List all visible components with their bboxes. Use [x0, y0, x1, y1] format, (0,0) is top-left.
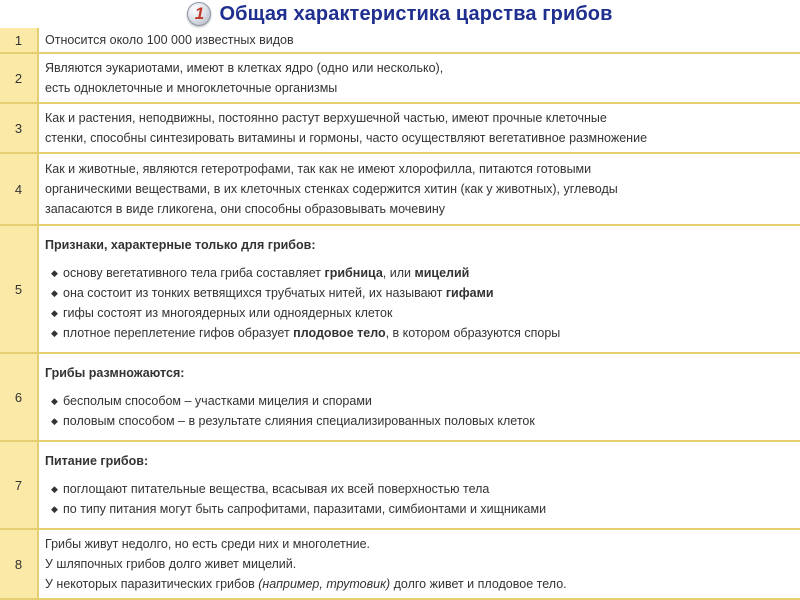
- row-number: 2: [0, 53, 38, 103]
- bold-term: мицелий: [414, 266, 470, 280]
- italic-example: (например, трутовик): [258, 577, 391, 591]
- table-row: [0, 225, 800, 353]
- bullet-text: она состоит из тонких ветвящихся трубчатых нитей, их называют: [63, 286, 446, 300]
- row-text: запасаются в виде гликогена, они способны образовывать мочевину: [45, 202, 445, 216]
- row-heading: Питание грибов:: [45, 454, 149, 468]
- row-heading: Признаки, характерные только для грибов:: [45, 238, 316, 252]
- bullet-text: по типу питания могут быть сапрофитами, паразитами, симбионтами и хищниками: [63, 502, 547, 516]
- bold-term: плодовое тело: [293, 326, 386, 340]
- list-item: [51, 303, 796, 323]
- bullet-text: поглощают питательные вещества, всасывая их всей поверхностью тела: [63, 482, 490, 496]
- row-text: стенки, способны синтезировать витамины и гормоны, часто осуществляют вегетативное размножение: [45, 131, 648, 145]
- table-row: [0, 53, 800, 103]
- list-item: [51, 411, 796, 431]
- table-row: [0, 353, 800, 441]
- bold-term: гифами: [445, 286, 494, 300]
- row-content: [38, 28, 800, 53]
- row-text: есть одноклеточные и многоклеточные организмы: [45, 81, 338, 95]
- diamond-bullet-icon: ◆: [51, 396, 58, 406]
- table-row: [0, 529, 800, 599]
- row-text: [45, 574, 796, 594]
- list-item: [51, 391, 796, 411]
- list-item: [51, 263, 796, 283]
- row-content: [38, 53, 800, 103]
- title-bar: [0, 0, 800, 28]
- bullet-text: плотное переплетение гифов образует: [63, 326, 294, 340]
- bullet-text: бесполым способом – участками мицелия и спорами: [63, 394, 372, 408]
- row-text: Как и животные, являются гетеротрофами, так как не имеют хлорофилла, питаются готовыми: [45, 162, 592, 176]
- numbered-circle-badge-icon: 1: [187, 2, 211, 26]
- diamond-bullet-icon: ◆: [51, 288, 58, 298]
- row-content: [38, 103, 800, 153]
- bullet-list: [45, 391, 796, 431]
- table-row: [0, 441, 800, 529]
- row-number: 8: [0, 529, 38, 599]
- table-row: [0, 103, 800, 153]
- row-text-part: У некоторых паразитических грибов: [45, 577, 259, 591]
- bullet-list: [45, 263, 796, 343]
- list-item: [51, 323, 796, 343]
- row-text: У шляпочных грибов долго живет мицелий.: [45, 557, 297, 571]
- row-text-part: долго живет и плодовое тело.: [390, 577, 567, 591]
- bullet-text: , в котором образуются споры: [385, 326, 561, 340]
- row-number: 7: [0, 441, 38, 529]
- characteristics-table: [0, 28, 800, 600]
- bullet-text: половым способом – в результате слияния специализированных половых клеток: [63, 414, 535, 428]
- row-text: Являются эукариотами, имеют в клетках ядро (одно или несколько),: [45, 61, 444, 75]
- table-row: [0, 153, 800, 225]
- bullet-list: [45, 479, 796, 519]
- diamond-bullet-icon: ◆: [51, 504, 58, 514]
- row-content: [38, 441, 800, 529]
- row-number: 1: [0, 28, 38, 53]
- row-text: Грибы живут недолго, но есть среди них и многолетние.: [45, 537, 371, 551]
- row-content: [38, 153, 800, 225]
- row-content: [38, 353, 800, 441]
- list-item: [51, 499, 796, 519]
- diamond-bullet-icon: ◆: [51, 416, 58, 426]
- diamond-bullet-icon: ◆: [51, 268, 58, 278]
- row-number: 3: [0, 103, 38, 153]
- list-item: [51, 283, 796, 303]
- bullet-text: , или: [382, 266, 415, 280]
- row-number: 6: [0, 353, 38, 441]
- bold-term: грибница: [324, 266, 383, 280]
- row-content: [38, 529, 800, 599]
- row-text: Относится около 100 000 известных видов: [45, 33, 294, 47]
- row-content: [38, 225, 800, 353]
- list-item: [51, 479, 796, 499]
- bullet-text: гифы состоят из многоядерных или одноядерных клеток: [63, 306, 393, 320]
- row-text: Как и растения, неподвижны, постоянно растут верхушечной частью, имеют прочные клеточные: [45, 111, 607, 125]
- diamond-bullet-icon: ◆: [51, 484, 58, 494]
- table-row: [0, 28, 800, 53]
- row-number: 4: [0, 153, 38, 225]
- diamond-bullet-icon: ◆: [51, 328, 58, 338]
- row-text: органическими веществами, в их клеточных стенках содержится хитин (как у животных), углеводы: [45, 182, 618, 196]
- row-heading: Грибы размножаются:: [45, 366, 185, 380]
- bullet-text: основу вегетативного тела гриба составляет: [63, 266, 325, 280]
- row-number: 5: [0, 225, 38, 353]
- diamond-bullet-icon: ◆: [51, 308, 58, 318]
- page-title: Общая характеристика царства грибов: [219, 2, 613, 25]
